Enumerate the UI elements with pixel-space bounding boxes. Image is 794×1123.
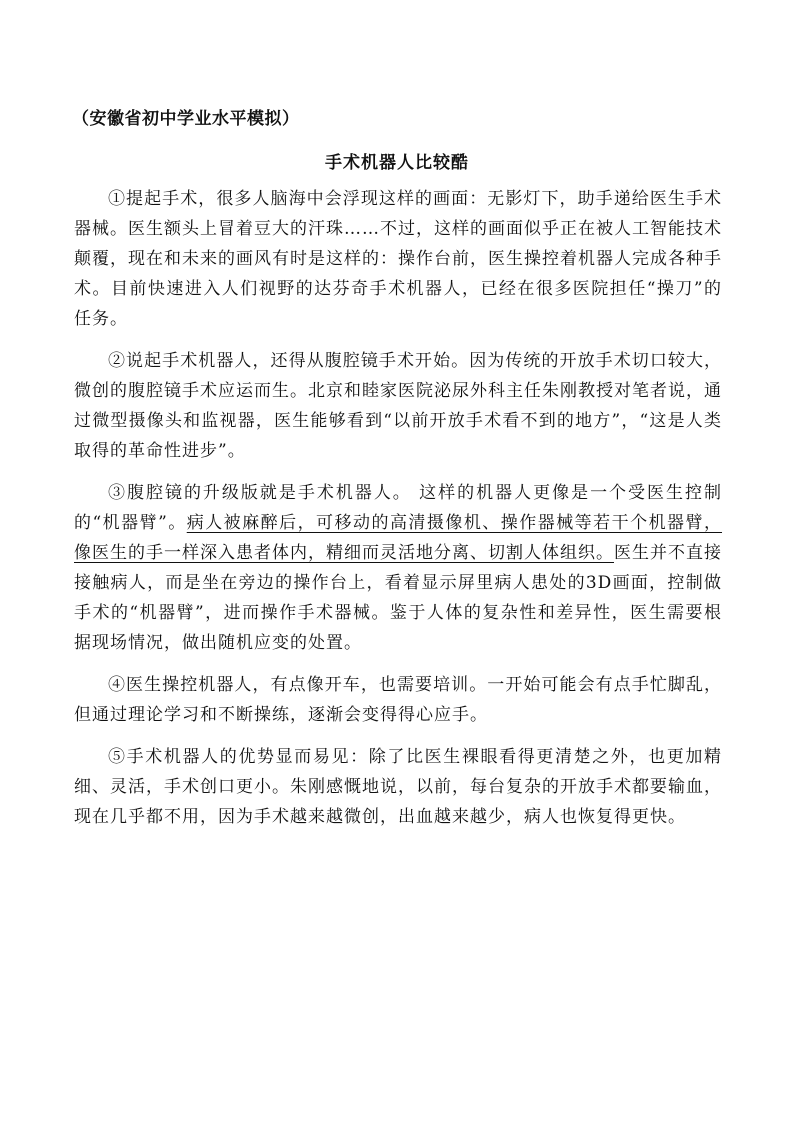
article-body (74, 184, 722, 844)
paragraph-4: ④医生操控机器人，有点像开车，也需要培训。一开始可能会有点手忙脚乱，但通过理论学习和不断操练，逐渐会变得得心应手。 (74, 675, 722, 725)
underlined-sentence: 病人被麻醉后，可移动的高清摄像机、操作器械等若干个机器臂，像医生的手一样深入患者体内，精细而灵活地分离、切割人体组织。 (74, 513, 723, 563)
paragraph-2: ②说起手术机器人，还得从腹腔镜手术开始。因为传统的开放手术切口较大，微创的腹腔镜手术应运而生。北京和睦家医院泌尿外科主任朱刚教授对笔者说，通过微型摄像头和监视器，医生能够看到“以前开放手术看不到的地方”，“这是人类取得的革命性进步”。 (74, 351, 722, 461)
paragraph-3-text-a: ③腹腔镜的升级版就是手术机器人。 这样的机器人更像是一个受医生控制的“机器臂”。 (74, 483, 722, 533)
paragraph-3-text-b: 医生并不直接接触病人，而是坐在旁边的操作台上，看着显示屏里病人患处的3D画面，控制做手术的“机器臂”，进而操作手术器械。鉴于人体的复杂性和差异性，医生需要根据现场情况，做出随机应变的处置。 (74, 543, 722, 653)
paragraph-5: ⑤手术机器人的优势显而易见：除了比医生裸眼看得更清楚之外，也更加精细、灵活，手术创口更小。朱刚感慨地说，以前，每台复杂的开放手术都要输血，现在几乎都不用，因为手术越来越微创，出血越来越少，病人也恢复得更快。 (74, 747, 722, 827)
paragraph-3 (74, 478, 722, 658)
article-title: 手术机器人比较酷 (325, 153, 469, 173)
paragraph-1: ①提起手术，很多人脑海中会浮现这样的画面：无影灯下，助手递给医生手术器械。医生额头上冒着豆大的汗珠……不过，这样的画面似乎正在被人工智能技术颠覆，现在和未来的画风有时是这样的：操作台前，医生操控着机器人完成各种手术。目前快速进入人们视野的达芬奇手术机器人，已经在很多医院担任“操刀”的任务。 (74, 189, 722, 329)
source-note: （安徽省初中学业水平模拟） (72, 109, 300, 129)
